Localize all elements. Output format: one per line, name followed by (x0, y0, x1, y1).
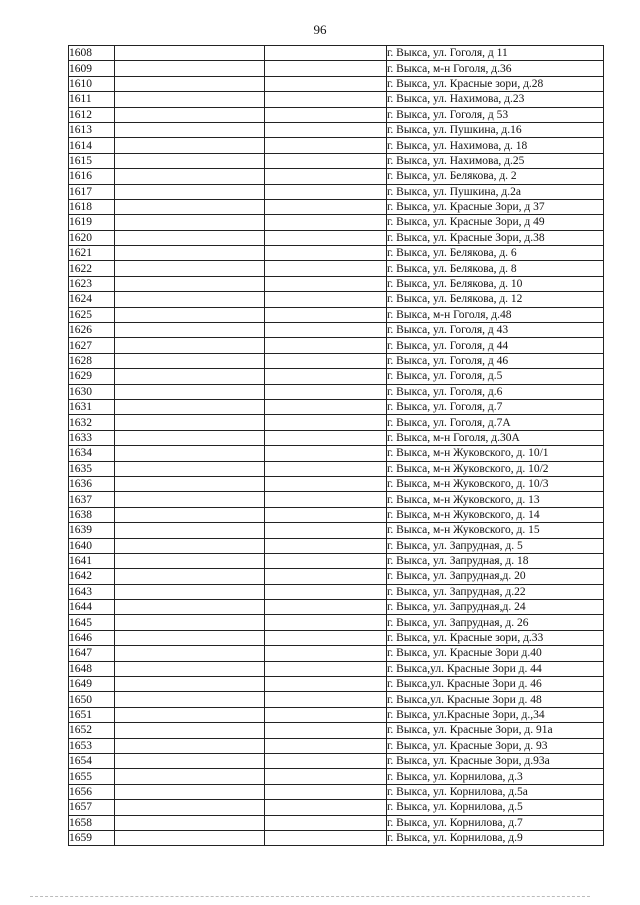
row-number-cell: 1635 (69, 461, 115, 476)
table-row (69, 677, 604, 692)
empty-cell (265, 677, 387, 692)
row-number-cell: 1611 (69, 92, 115, 107)
row-number-cell: 1644 (69, 600, 115, 615)
empty-cell (115, 415, 265, 430)
address-cell: г. Выкса, ул. Запрудная,д. 24 (387, 600, 604, 615)
row-number-cell: 1621 (69, 246, 115, 261)
empty-cell (115, 523, 265, 538)
row-number-cell: 1648 (69, 661, 115, 676)
row-number-cell: 1658 (69, 815, 115, 830)
empty-cell (265, 769, 387, 784)
table-row (69, 199, 604, 214)
empty-cell (265, 461, 387, 476)
empty-cell (115, 661, 265, 676)
address-cell: г. Выкса,ул. Красные Зори д. 46 (387, 677, 604, 692)
table-row (69, 246, 604, 261)
address-cell: г. Выкса, ул. Гоголя, д.7 (387, 399, 604, 414)
empty-cell (265, 692, 387, 707)
empty-cell (115, 384, 265, 399)
address-cell: г. Выкса, м-н Гоголя, д.36 (387, 61, 604, 76)
table-row (69, 800, 604, 815)
address-cell: г. Выкса, ул. Запрудная, д.22 (387, 584, 604, 599)
empty-cell (265, 507, 387, 522)
address-cell: г. Выкса, м-н Жуковского, д. 10/1 (387, 446, 604, 461)
empty-cell (115, 292, 265, 307)
empty-cell (265, 446, 387, 461)
empty-cell (115, 307, 265, 322)
empty-cell (115, 369, 265, 384)
table-row (69, 507, 604, 522)
address-cell: г. Выкса, ул. Гоголя, д 11 (387, 46, 604, 61)
table-row (69, 830, 604, 845)
table-row (69, 46, 604, 61)
table-row (69, 692, 604, 707)
row-number-cell: 1655 (69, 769, 115, 784)
empty-cell (115, 261, 265, 276)
empty-cell (265, 76, 387, 91)
table-row (69, 292, 604, 307)
row-number-cell: 1650 (69, 692, 115, 707)
address-cell: г. Выкса, ул. Корнилова, д.9 (387, 830, 604, 845)
table-row (69, 723, 604, 738)
row-number-cell: 1629 (69, 369, 115, 384)
empty-cell (265, 753, 387, 768)
empty-cell (265, 184, 387, 199)
row-number-cell: 1633 (69, 430, 115, 445)
table-row (69, 615, 604, 630)
address-cell: г. Выкса, ул. Белякова, д. 2 (387, 169, 604, 184)
row-number-cell: 1654 (69, 753, 115, 768)
address-cell: г. Выкса, ул. Запрудная, д. 18 (387, 553, 604, 568)
empty-cell (115, 723, 265, 738)
row-number-cell: 1627 (69, 338, 115, 353)
table-row (69, 784, 604, 799)
row-number-cell: 1640 (69, 538, 115, 553)
empty-cell (265, 553, 387, 568)
row-number-cell: 1636 (69, 476, 115, 491)
empty-cell (265, 723, 387, 738)
address-cell: г. Выкса, ул. Красные Зори, д 49 (387, 215, 604, 230)
address-cell: г. Выкса, ул. Гоголя, д.5 (387, 369, 604, 384)
empty-cell (115, 692, 265, 707)
empty-cell (115, 353, 265, 368)
row-number-cell: 1628 (69, 353, 115, 368)
empty-cell (115, 553, 265, 568)
scan-bottom-edge (30, 896, 590, 899)
empty-cell (265, 538, 387, 553)
address-cell: г. Выкса, ул. Нахимова, д.23 (387, 92, 604, 107)
empty-cell (115, 399, 265, 414)
table-row (69, 76, 604, 91)
empty-cell (115, 646, 265, 661)
empty-cell (115, 323, 265, 338)
row-number-cell: 1618 (69, 199, 115, 214)
empty-cell (115, 153, 265, 168)
empty-cell (265, 492, 387, 507)
empty-cell (115, 600, 265, 615)
row-number-cell: 1626 (69, 323, 115, 338)
address-cell: г. Выкса, м-н Жуковского, д. 13 (387, 492, 604, 507)
row-number-cell: 1651 (69, 707, 115, 722)
empty-cell (115, 492, 265, 507)
empty-cell (265, 215, 387, 230)
table-row (69, 276, 604, 291)
empty-cell (115, 738, 265, 753)
table-body (69, 46, 604, 846)
table-row (69, 430, 604, 445)
table-row (69, 738, 604, 753)
address-cell: г. Выкса, ул. Корнилова, д.5 (387, 800, 604, 815)
table-row (69, 569, 604, 584)
empty-cell (265, 138, 387, 153)
row-number-cell: 1625 (69, 307, 115, 322)
empty-cell (115, 476, 265, 491)
table-row (69, 630, 604, 645)
empty-cell (115, 677, 265, 692)
row-number-cell: 1610 (69, 76, 115, 91)
address-cell: г. Выкса, ул. Корнилова, д.5а (387, 784, 604, 799)
table-row (69, 415, 604, 430)
row-number-cell: 1623 (69, 276, 115, 291)
address-cell: г. Выкса, ул. Красные Зори, д.38 (387, 230, 604, 245)
table-row (69, 230, 604, 245)
address-cell: г. Выкса, ул. Белякова, д. 8 (387, 261, 604, 276)
address-cell: г. Выкса, ул. Запрудная, д. 26 (387, 615, 604, 630)
address-cell: г. Выкса, ул. Гоголя, д 53 (387, 107, 604, 122)
table-row (69, 538, 604, 553)
address-cell: г. Выкса, ул. Корнилова, д.7 (387, 815, 604, 830)
row-number-cell: 1612 (69, 107, 115, 122)
table-row (69, 492, 604, 507)
empty-cell (265, 122, 387, 137)
empty-cell (265, 815, 387, 830)
empty-cell (115, 199, 265, 214)
empty-cell (265, 353, 387, 368)
empty-cell (115, 569, 265, 584)
row-number-cell: 1638 (69, 507, 115, 522)
row-number-cell: 1641 (69, 553, 115, 568)
address-cell: г. Выкса, ул. Красные Зори, д.93а (387, 753, 604, 768)
address-cell: г. Выкса, ул. Гоголя, д.6 (387, 384, 604, 399)
address-cell: г. Выкса, м-н Гоголя, д.48 (387, 307, 604, 322)
table-row (69, 138, 604, 153)
table-row (69, 600, 604, 615)
empty-cell (115, 215, 265, 230)
empty-cell (115, 430, 265, 445)
empty-cell (265, 276, 387, 291)
table-row (69, 261, 604, 276)
address-cell: г. Выкса, ул. Нахимова, д. 18 (387, 138, 604, 153)
empty-cell (265, 261, 387, 276)
empty-cell (265, 323, 387, 338)
table-row (69, 661, 604, 676)
empty-cell (265, 584, 387, 599)
address-cell: г. Выкса, ул. Красные Зори, д. 93 (387, 738, 604, 753)
empty-cell (115, 584, 265, 599)
empty-cell (115, 830, 265, 845)
empty-cell (115, 769, 265, 784)
table-row (69, 61, 604, 76)
empty-cell (265, 800, 387, 815)
empty-cell (115, 46, 265, 61)
row-number-cell: 1616 (69, 169, 115, 184)
empty-cell (265, 199, 387, 214)
empty-cell (265, 630, 387, 645)
row-number-cell: 1608 (69, 46, 115, 61)
empty-cell (115, 630, 265, 645)
address-register-table (68, 45, 604, 846)
address-cell: г. Выкса, м-н Жуковского, д. 15 (387, 523, 604, 538)
address-cell: г. Выкса, ул. Гоголя, д 44 (387, 338, 604, 353)
empty-cell (265, 46, 387, 61)
address-cell: г. Выкса, ул.Красные Зори, д.,34 (387, 707, 604, 722)
empty-cell (265, 476, 387, 491)
table-row (69, 523, 604, 538)
row-number-cell: 1624 (69, 292, 115, 307)
empty-cell (115, 338, 265, 353)
empty-cell (265, 246, 387, 261)
empty-cell (115, 507, 265, 522)
address-cell: г. Выкса, ул. Запрудная, д. 5 (387, 538, 604, 553)
row-number-cell: 1630 (69, 384, 115, 399)
empty-cell (265, 600, 387, 615)
table-row (69, 122, 604, 137)
address-cell: г. Выкса, м-н Жуковского, д. 10/3 (387, 476, 604, 491)
table-row (69, 461, 604, 476)
empty-cell (265, 61, 387, 76)
empty-cell (115, 800, 265, 815)
empty-cell (265, 369, 387, 384)
empty-cell (115, 61, 265, 76)
row-number-cell: 1647 (69, 646, 115, 661)
row-number-cell: 1639 (69, 523, 115, 538)
address-cell: г. Выкса, ул. Гоголя, д.7А (387, 415, 604, 430)
address-cell: г. Выкса,ул. Красные Зори д. 44 (387, 661, 604, 676)
row-number-cell: 1622 (69, 261, 115, 276)
address-cell: г. Выкса, ул. Гоголя, д 43 (387, 323, 604, 338)
empty-cell (115, 138, 265, 153)
empty-cell (115, 538, 265, 553)
empty-cell (115, 76, 265, 91)
empty-cell (265, 646, 387, 661)
empty-cell (265, 707, 387, 722)
row-number-cell: 1614 (69, 138, 115, 153)
table-row (69, 815, 604, 830)
empty-cell (115, 122, 265, 137)
table-row (69, 584, 604, 599)
address-cell: г. Выкса, ул. Красные Зори, д. 91а (387, 723, 604, 738)
address-cell: г. Выкса, ул. Пушкина, д.16 (387, 122, 604, 137)
empty-cell (265, 415, 387, 430)
empty-cell (265, 615, 387, 630)
row-number-cell: 1642 (69, 569, 115, 584)
address-cell: г. Выкса, ул. Нахимова, д.25 (387, 153, 604, 168)
row-number-cell: 1652 (69, 723, 115, 738)
address-cell: г. Выкса, ул. Красные зори, д.33 (387, 630, 604, 645)
empty-cell (115, 461, 265, 476)
row-number-cell: 1617 (69, 184, 115, 199)
row-number-cell: 1637 (69, 492, 115, 507)
empty-cell (265, 738, 387, 753)
table-row (69, 92, 604, 107)
address-cell: г. Выкса, м-н Жуковского, д. 10/2 (387, 461, 604, 476)
row-number-cell: 1619 (69, 215, 115, 230)
page-number: 96 (313, 22, 327, 37)
empty-cell (115, 753, 265, 768)
table-row (69, 107, 604, 122)
address-cell: г. Выкса, м-н Жуковского, д. 14 (387, 507, 604, 522)
table-row (69, 323, 604, 338)
address-cell: г. Выкса, ул. Корнилова, д.3 (387, 769, 604, 784)
address-cell: г. Выкса, м-н Гоголя, д.30А (387, 430, 604, 445)
empty-cell (115, 784, 265, 799)
empty-cell (265, 169, 387, 184)
empty-cell (265, 399, 387, 414)
address-cell: г. Выкса, ул. Запрудная,д. 20 (387, 569, 604, 584)
address-cell: г. Выкса,ул. Красные Зори д. 48 (387, 692, 604, 707)
table-row (69, 384, 604, 399)
empty-cell (265, 292, 387, 307)
table-row (69, 353, 604, 368)
address-cell: г. Выкса, ул. Пушкина, д.2а (387, 184, 604, 199)
empty-cell (265, 569, 387, 584)
row-number-cell: 1656 (69, 784, 115, 799)
row-number-cell: 1609 (69, 61, 115, 76)
table-row (69, 769, 604, 784)
empty-cell (115, 276, 265, 291)
empty-cell (115, 446, 265, 461)
table-row (69, 646, 604, 661)
table-row (69, 215, 604, 230)
empty-cell (265, 661, 387, 676)
address-cell: г. Выкса, ул. Белякова, д. 12 (387, 292, 604, 307)
empty-cell (265, 430, 387, 445)
address-cell: г. Выкса, ул. Гоголя, д 46 (387, 353, 604, 368)
empty-cell (115, 107, 265, 122)
address-cell: г. Выкса, ул. Белякова, д. 6 (387, 246, 604, 261)
address-cell: г. Выкса, ул. Красные Зори, д 37 (387, 199, 604, 214)
empty-cell (115, 815, 265, 830)
address-cell: г. Выкса, ул. Красные Зори д.40 (387, 646, 604, 661)
table-row (69, 446, 604, 461)
row-number-cell: 1631 (69, 399, 115, 414)
empty-cell (115, 92, 265, 107)
row-number-cell: 1645 (69, 615, 115, 630)
address-cell: г. Выкса, ул. Белякова, д. 10 (387, 276, 604, 291)
table-row (69, 369, 604, 384)
row-number-cell: 1634 (69, 446, 115, 461)
empty-cell (265, 153, 387, 168)
empty-cell (115, 184, 265, 199)
empty-cell (115, 169, 265, 184)
empty-cell (265, 784, 387, 799)
row-number-cell: 1615 (69, 153, 115, 168)
empty-cell (265, 307, 387, 322)
address-cell: г. Выкса, ул. Красные зори, д.28 (387, 76, 604, 91)
row-number-cell: 1643 (69, 584, 115, 599)
empty-cell (265, 107, 387, 122)
empty-cell (265, 338, 387, 353)
row-number-cell: 1620 (69, 230, 115, 245)
empty-cell (115, 230, 265, 245)
table-row (69, 399, 604, 414)
empty-cell (265, 830, 387, 845)
table-row (69, 476, 604, 491)
row-number-cell: 1646 (69, 630, 115, 645)
row-number-cell: 1657 (69, 800, 115, 815)
table-row (69, 184, 604, 199)
table-row (69, 307, 604, 322)
table-row (69, 338, 604, 353)
empty-cell (265, 92, 387, 107)
table-row (69, 153, 604, 168)
row-number-cell: 1632 (69, 415, 115, 430)
table-row (69, 753, 604, 768)
row-number-cell: 1613 (69, 122, 115, 137)
empty-cell (115, 246, 265, 261)
row-number-cell: 1649 (69, 677, 115, 692)
empty-cell (115, 707, 265, 722)
row-number-cell: 1659 (69, 830, 115, 845)
empty-cell (265, 523, 387, 538)
row-number-cell: 1653 (69, 738, 115, 753)
table-row (69, 169, 604, 184)
empty-cell (265, 384, 387, 399)
empty-cell (115, 615, 265, 630)
table-row (69, 553, 604, 568)
empty-cell (265, 230, 387, 245)
table-row (69, 707, 604, 722)
